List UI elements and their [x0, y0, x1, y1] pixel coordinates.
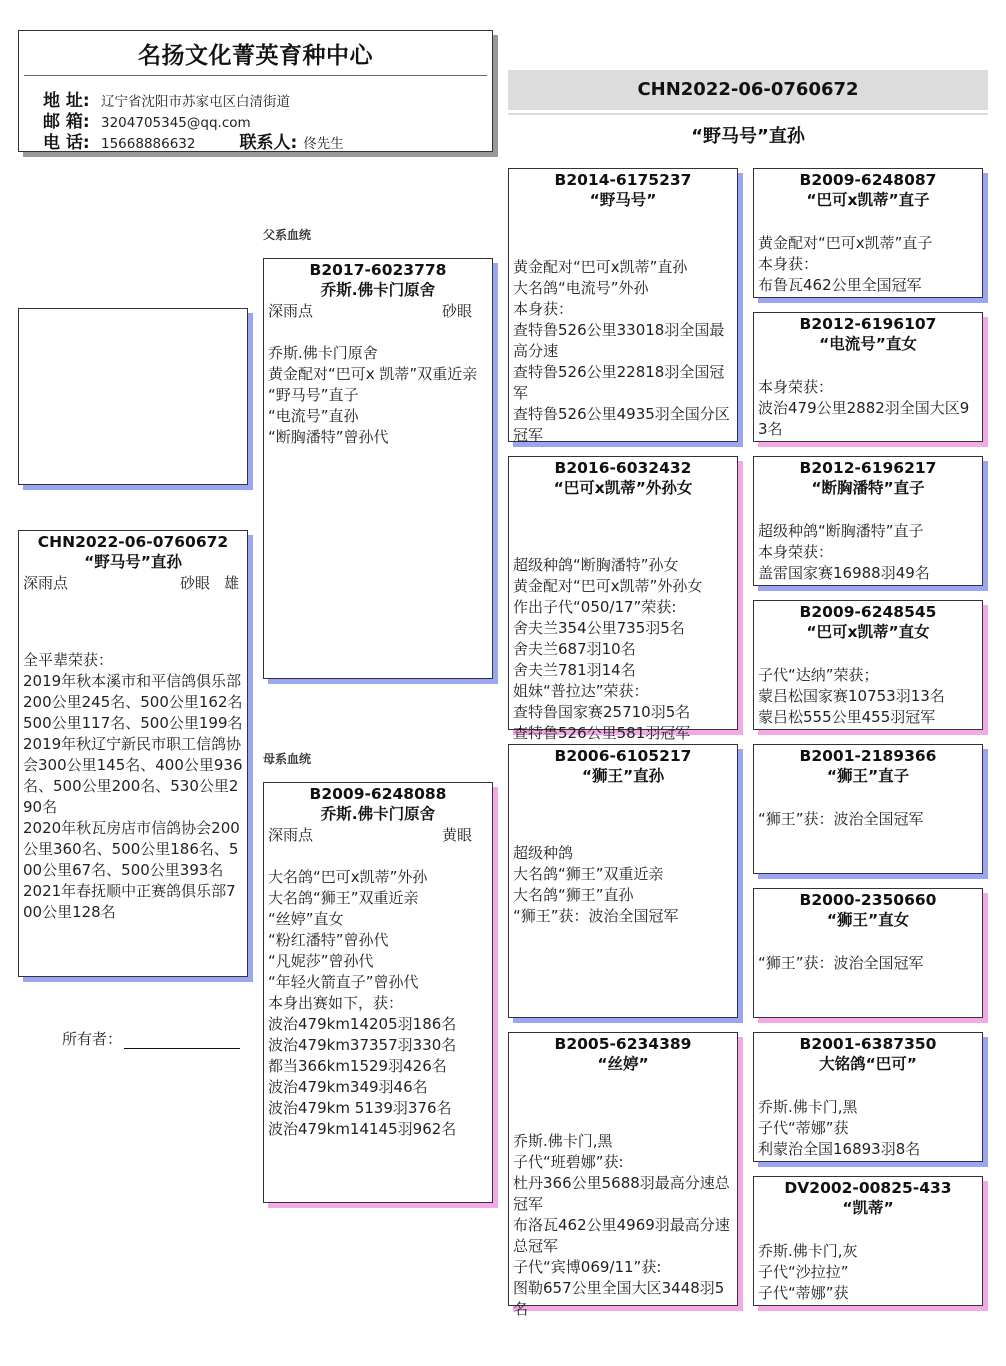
- note-line: “粉红潘特”曾孙代: [268, 931, 389, 949]
- note-line: 黄金配对“巴可x凯蒂”直子: [758, 234, 933, 252]
- note-line: 黄金配对“巴可x凯蒂”直孙: [513, 258, 688, 276]
- dam-meta: [264, 825, 492, 846]
- note-line: 布鲁瓦462公里全国冠军: [758, 276, 922, 294]
- great-grandparent-card-7: [753, 1032, 983, 1162]
- grandparent-name: “狮王”直孙: [581, 767, 665, 785]
- note-line: 利蒙治全国16893羽8名: [758, 1140, 921, 1158]
- note-line: 布洛瓦462公里4969羽最高分速总冠军: [513, 1216, 730, 1255]
- sire-notes: [264, 343, 492, 448]
- great-grandparent-card-8: [753, 1176, 983, 1306]
- email-label: 邮 箱:: [43, 112, 90, 132]
- note-line: “电流号”直孙: [268, 407, 359, 425]
- great-grandparent-notes: [754, 953, 982, 974]
- note-line: 大名鸽“巴可x凯蒂”外孙: [268, 868, 428, 886]
- great-grandparent-id: B2001-6387350: [799, 1035, 937, 1053]
- great-grandparent-name: “巴可x凯蒂”直女: [806, 623, 930, 641]
- note-line: 波治479km349羽46名: [268, 1078, 428, 1096]
- sire-id: B2017-6023778: [309, 261, 447, 279]
- sire-color: 深雨点: [268, 302, 314, 320]
- note-line: 子代“宾博069/11”获:: [513, 1258, 662, 1276]
- note-line: “年轻火箭直子”曾孙代: [268, 973, 419, 991]
- grandparent-id: B2005-6234389: [554, 1035, 692, 1053]
- note-line: 子代“沙拉拉”: [758, 1263, 849, 1281]
- subject-meta: [19, 573, 247, 594]
- note-line: 舍夫兰687羽10名: [513, 640, 636, 658]
- note-line: 黄金配对“巴可x凯蒂”外孙女: [513, 577, 703, 595]
- grandparent-card-2: [508, 456, 738, 742]
- great-grandparent-id: B2012-6196107: [799, 315, 937, 333]
- note-line: “丝婷”直女: [268, 910, 344, 928]
- note-line: “凡妮莎”曾孙代: [268, 952, 374, 970]
- grandparent-notes: [509, 257, 737, 446]
- phone-value: 15668886632: [101, 136, 196, 152]
- phone-row: [43, 128, 344, 153]
- dam-notes: [264, 867, 492, 1140]
- note-line: 子代“达纳”荣获；: [758, 666, 879, 684]
- note-line: “断胸潘特”曾孙代: [268, 428, 389, 446]
- note-line: 子代“蒂娜”获: [758, 1284, 849, 1302]
- dam-name: 乔斯.佛卡门原舍: [320, 805, 436, 823]
- header-divider: [24, 75, 487, 76]
- note-line: 波治479公里2882羽全国大区93名: [758, 399, 970, 438]
- photo-placeholder: [18, 308, 248, 485]
- dam-id: B2009-6248088: [309, 785, 447, 803]
- note-line: 查特鲁526公里581羽冠军: [513, 724, 691, 742]
- note-line: 子代“班碧娜”获:: [513, 1153, 624, 1171]
- grandparent-card-3: [508, 744, 738, 1018]
- grandparent-name: “丝婷”: [597, 1055, 649, 1073]
- note-line: 蒙吕松555公里455羽冠军: [758, 708, 936, 726]
- great-grandparent-id: B2009-6248087: [799, 171, 937, 189]
- note-line: 舍夫兰781羽14名: [513, 661, 636, 679]
- note-line: “狮王”获：波治全国冠军: [758, 954, 924, 972]
- subject-eye: 砂眼: [179, 574, 210, 592]
- note-line: “狮王”获：波治全国冠军: [758, 810, 924, 828]
- note-line: 本身获：: [758, 255, 819, 273]
- great-grandparent-card-2: [753, 312, 983, 442]
- sire-eye: 砂眼: [441, 302, 472, 320]
- great-grandparent-name: “巴可x凯蒂”直子: [806, 191, 930, 209]
- great-grandparent-card-3: [753, 456, 983, 586]
- note-line: 查特鲁526公里4935羽全国分区冠军: [513, 405, 730, 444]
- note-line: 图勒657公里全国大区3448羽5名: [513, 1279, 725, 1318]
- note-line: 杜丹366公里5688羽最高分速总冠军: [513, 1174, 730, 1213]
- note-line: 大名鸽“狮王”双重近亲: [513, 865, 664, 883]
- note-line: 乔斯.佛卡门原舍: [268, 344, 378, 362]
- note-line: 超级种鸽“断胸潘特”直子: [758, 522, 924, 540]
- great-grandparent-card-5: [753, 744, 983, 874]
- note-line: 2019年秋本溪市和平信鸽俱乐部200公里245名、500公里162名 500公里117名、500公里199名: [23, 672, 243, 732]
- phone-label: 电 话:: [43, 133, 90, 153]
- note-line: 本身荣获：: [758, 378, 834, 396]
- grandparent-name: “野马号”: [589, 191, 657, 209]
- great-grandparent-notes: [754, 377, 982, 440]
- great-grandparent-name: “狮王”直女: [826, 911, 910, 929]
- contact-label: 联系人:: [239, 133, 298, 153]
- owner-field: [62, 1028, 240, 1049]
- note-line: 作出子代“050/17”荣获:: [513, 598, 677, 616]
- dam-line-label: 母系血统: [263, 752, 312, 766]
- breeder-header-card: [18, 30, 493, 152]
- sire-line-label: 父系血统: [263, 228, 312, 242]
- note-line: 波治479km14205羽186名: [268, 1015, 457, 1033]
- great-grandparent-id: B2012-6196217: [799, 459, 937, 477]
- subject-color: 深雨点: [23, 574, 69, 592]
- address-value: 辽宁省沈阳市苏家屯区白清街道: [101, 94, 290, 110]
- grandparent-notes: [509, 1131, 737, 1320]
- grandparent-card-4: [508, 1032, 738, 1318]
- note-line: 子代“蒂娜”获: [758, 1119, 849, 1137]
- great-grandparent-id: DV2002-00825-433: [784, 1179, 952, 1197]
- great-grandparent-id: B2001-2189366: [799, 747, 937, 765]
- note-line: 大名鸽“狮王”双重近亲: [268, 889, 419, 907]
- note-line: 大名鸽“狮王”直孙: [513, 886, 634, 904]
- contact-value: 佟先生: [303, 136, 344, 152]
- note-line: 波治479km14145羽962名: [268, 1120, 457, 1138]
- subject-sex: 雄: [223, 574, 239, 592]
- grandparent-id: B2006-6105217: [554, 747, 692, 765]
- note-line: 波治479km37357羽330名: [268, 1036, 457, 1054]
- note-line: 大名鸽“电流号”外孙: [513, 279, 649, 297]
- grandparent-notes: [509, 555, 737, 744]
- grandparent-id: B2016-6032432: [554, 459, 692, 477]
- note-line: 查特鲁526公里33018羽全国最高分速: [513, 321, 725, 360]
- note-line: “野马号”直子: [268, 386, 359, 404]
- note-line: 乔斯.佛卡门,黑: [513, 1132, 613, 1150]
- note-line: 本身获：: [513, 300, 574, 318]
- note-line: 全平辈荣获：: [23, 651, 114, 669]
- great-grandparent-notes: [754, 665, 982, 728]
- subject-card: [18, 530, 248, 977]
- grandparent-name: “巴可x凯蒂”外孙女: [553, 479, 693, 497]
- note-line: 2021年春抚顺中正赛鸽俱乐部700公里128名: [23, 882, 236, 921]
- great-grandparent-notes: [754, 1097, 982, 1160]
- subject-name: “野马号”直孙: [84, 553, 182, 571]
- great-grandparent-id: B2009-6248545: [799, 603, 937, 621]
- note-line: 乔斯.佛卡门,灰: [758, 1242, 858, 1260]
- great-grandparent-card-4: [753, 600, 983, 730]
- great-grandparent-notes: [754, 809, 982, 830]
- ring-id-banner: CHN2022-06-0760672: [508, 70, 988, 110]
- grandparent-notes: [509, 843, 737, 927]
- note-line: 盖雷国家赛16988羽49名: [758, 564, 930, 582]
- owner-signature-line[interactable]: [124, 1032, 240, 1049]
- note-line: 本身出赛如下，获：: [268, 994, 404, 1012]
- great-grandparent-id: B2000-2350660: [799, 891, 937, 909]
- sire-meta: [264, 301, 492, 322]
- grandparent-card-1: [508, 168, 738, 442]
- great-grandparent-name: “电流号”直女: [819, 335, 917, 353]
- dam-eye: 黄眼: [441, 826, 472, 844]
- great-grandparent-card-6: [753, 888, 983, 1018]
- great-grandparent-name: “凯蒂”: [842, 1199, 894, 1217]
- note-line: 2020年秋瓦房店市信鸽协会200公里360名、500公里186名、500公里67名、500公里393名: [23, 819, 240, 879]
- note-line: “狮王”获：波治全国冠军: [513, 907, 679, 925]
- subject-subtitle: “野马号”直孙: [691, 126, 805, 147]
- banner-divider: [508, 113, 988, 115]
- subject-notes: [19, 650, 247, 923]
- note-line: 姐妹“普拉达”荣获：: [513, 682, 649, 700]
- note-line: 超级种鸽“断胸潘特”孙女: [513, 556, 679, 574]
- note-line: 黄金配对“巴可x 凯蒂”双重近亲: [268, 365, 478, 383]
- note-line: 乔斯.佛卡门,黑: [758, 1098, 858, 1116]
- note-line: 本身荣获：: [758, 543, 834, 561]
- dam-color: 深雨点: [268, 826, 314, 844]
- great-grandparent-name: “断胸潘特”直子: [811, 479, 925, 497]
- grandparent-id: B2014-6175237: [554, 171, 692, 189]
- subject-id: CHN2022-06-0760672: [37, 533, 229, 551]
- note-line: 超级种鸽: [513, 844, 574, 862]
- great-grandparent-notes: [754, 521, 982, 584]
- great-grandparent-notes: [754, 233, 982, 296]
- sire-name: 乔斯.佛卡门原舍: [320, 281, 436, 299]
- dam-card: [263, 782, 493, 1203]
- note-line: 舍夫兰354公里735羽5名: [513, 619, 685, 637]
- email-value[interactable]: 3204705345@qq.com: [101, 115, 251, 131]
- great-grandparent-card-1: [753, 168, 983, 298]
- owner-label: 所有者：: [62, 1030, 123, 1048]
- great-grandparent-name: “狮王”直子: [826, 767, 910, 785]
- note-line: 2019年秋辽宁新民市职工信鸽协会300公里145名、400公里936名、500公里200名、530公里290名: [23, 735, 243, 816]
- note-line: 查特鲁国家赛25710羽5名: [513, 703, 691, 721]
- note-line: 波治479km 5139羽376名: [268, 1099, 452, 1117]
- great-grandparent-notes: [754, 1241, 982, 1304]
- address-label: 地 址:: [43, 91, 90, 111]
- note-line: 查特鲁526公里22818羽全国冠军: [513, 363, 725, 402]
- note-line: 蒙吕松国家赛10753羽13名: [758, 687, 945, 705]
- sire-card: [263, 258, 493, 679]
- great-grandparent-name: 大铭鸽“巴可”: [819, 1055, 917, 1073]
- note-line: 都当366km1529羽426名: [268, 1057, 447, 1075]
- breeder-title: 名扬文化菁英育种中心: [138, 43, 373, 69]
